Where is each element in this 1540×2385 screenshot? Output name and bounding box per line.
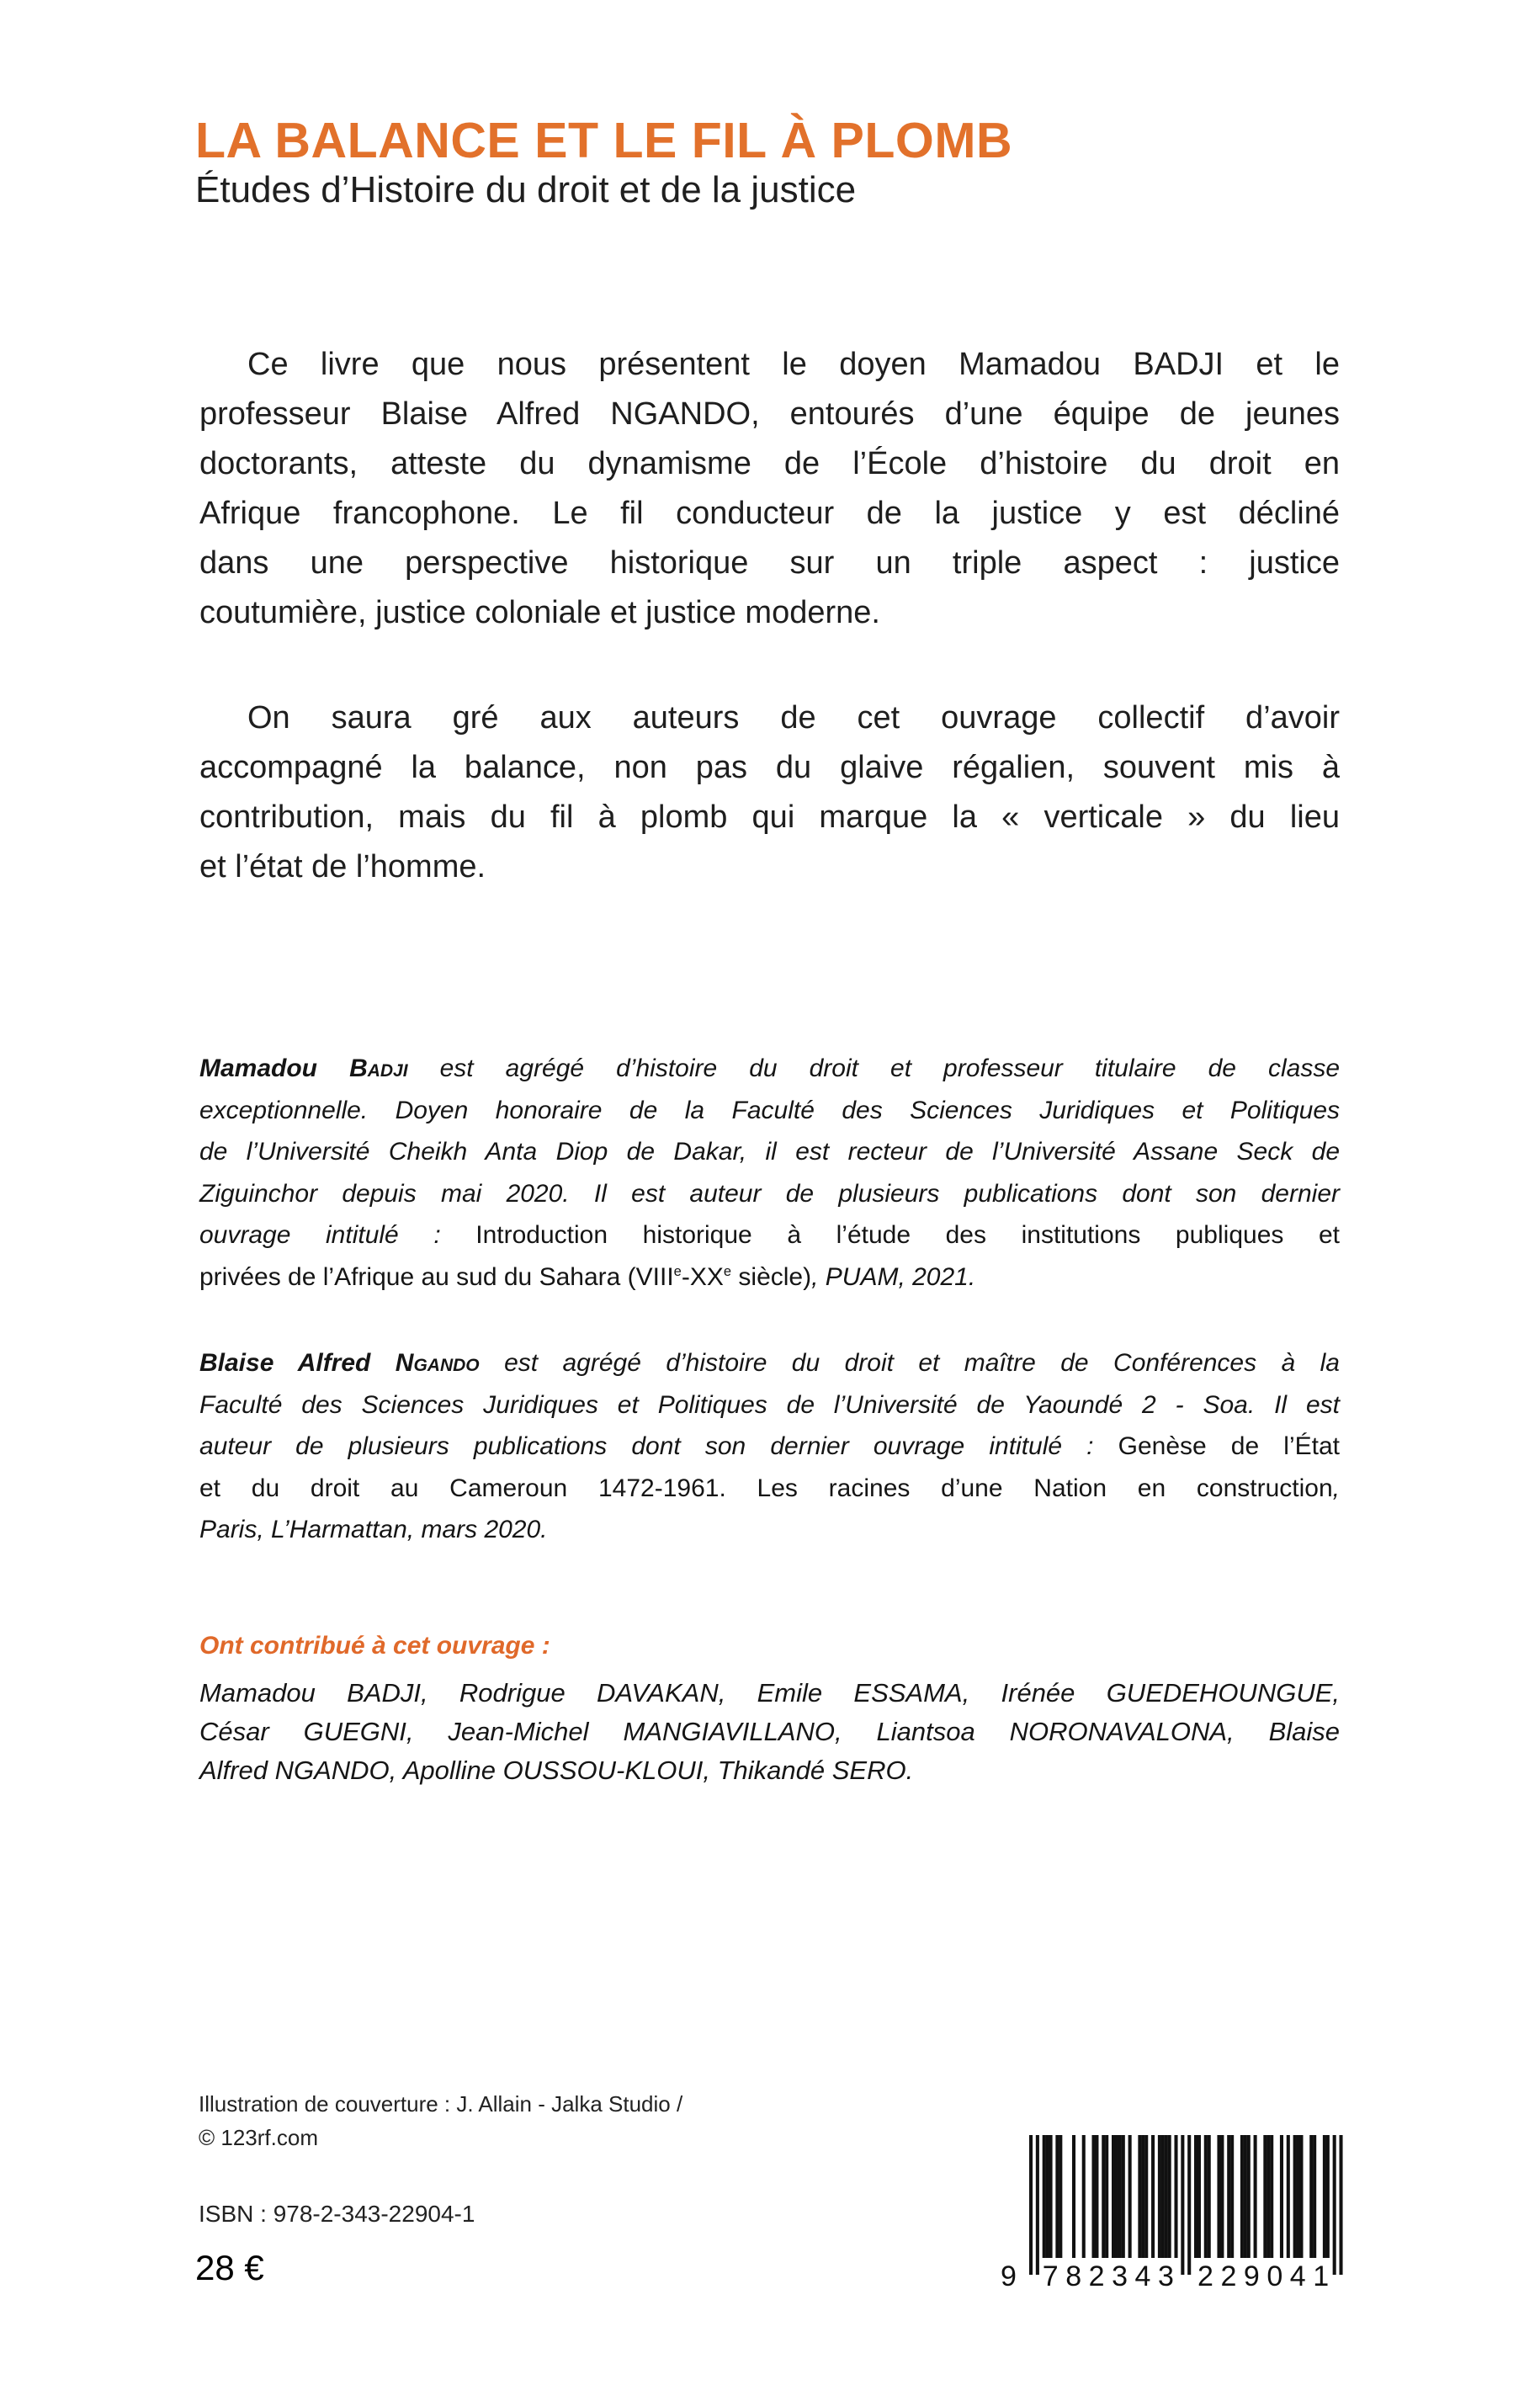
book-reference: privées de l’Afrique au sud du Sahara (VIII (199, 1262, 674, 1291)
text-line: doctorants, atteste du dynamisme de l’École d’histoire du droit en (199, 446, 1340, 481)
book-subtitle: Études d’Histoire du droit et de la justice (195, 169, 857, 210)
contributors-line: Mamadou BADJI, Rodrigue DAVAKAN, Emile ESSAMA, Irénée GUEDEHOUNGUE, (199, 1678, 1340, 1708)
svg-text:9: 9 (1001, 2260, 1017, 2292)
author-last-name: Ngando (395, 1349, 480, 1377)
author-bio-badji (199, 1048, 1340, 1298)
svg-text:4: 4 (1134, 2260, 1151, 2292)
isbn: ISBN : 978-2-343-22904-1 (199, 2201, 475, 2227)
svg-text:3: 3 (1112, 2260, 1128, 2292)
author-last-name: Badji (349, 1054, 408, 1082)
intro-paragraph-1 (199, 340, 1340, 638)
text-line: On saura gré aux auteurs de cet ouvrage collectif d’avoir (247, 700, 1340, 736)
publisher: , PUAM, 2021. (811, 1262, 976, 1291)
contributors-label: Ont contribué à cet ouvrage : (199, 1632, 550, 1660)
bio-text: Faculté des Sciences Juridiques et Politiques de l’Université de Yaoundé 2 - Soa. Il est (199, 1390, 1340, 1419)
superscript: e (673, 1263, 682, 1279)
cover-illustration-credit (199, 2087, 682, 2154)
copyright-line: © 123rf.com (199, 2125, 318, 2150)
intro-paragraph-2 (199, 693, 1340, 892)
svg-text:0: 0 (1267, 2260, 1283, 2292)
text-line: professeur Blaise Alfred NGANDO, entourés d’une équipe de jeunes (199, 396, 1340, 432)
svg-text:4: 4 (1289, 2260, 1306, 2292)
price: 28 € (195, 2248, 264, 2287)
svg-text:2: 2 (1220, 2260, 1237, 2292)
bio-text: de l’Université Cheikh Anta Diop de Dakar, il est recteur de l’Université Assane Seck de (199, 1138, 1340, 1166)
text-line: Afrique francophone. Le fil conducteur de la justice y est décliné (199, 496, 1340, 531)
book-reference: siècle) (731, 1262, 812, 1291)
superscript: e (723, 1263, 732, 1279)
bio-text: auteur de plusieurs publications dont son dernier ouvrage intitulé : (199, 1432, 1094, 1460)
punctuation: , (1332, 1474, 1340, 1502)
svg-text:8: 8 (1065, 2260, 1082, 2292)
svg-text:7: 7 (1042, 2260, 1059, 2292)
publisher: Paris, L’Harmattan, mars 2020. (199, 1516, 548, 1543)
svg-text:3: 3 (1157, 2260, 1174, 2292)
bio-text: est agrégé d’histoire du droit et professeur titulaire de classe (439, 1054, 1341, 1082)
bio-text: exceptionnelle. Doyen honoraire de la Faculté des Sciences Juridiques et Politiques (199, 1096, 1340, 1124)
credit-line: Illustration de couverture : J. Allain - Jalka Studio / (199, 2091, 683, 2117)
svg-text:1: 1 (1313, 2260, 1330, 2292)
author-first-name: Mamadou (199, 1054, 318, 1082)
text-line: et l’état de l’homme. (199, 849, 486, 884)
text-line: coutumière, justice coloniale et justice moderne. (199, 595, 880, 630)
bio-text: Ziguinchor depuis mai 2020. Il est auteur de plusieurs publications dont son dernier (199, 1179, 1340, 1208)
book-reference: -XX (681, 1262, 724, 1291)
book-title: LA BALANCE ET LE FIL À PLOMB (195, 113, 1013, 168)
text-line: dans une perspective historique sur un triple aspect : justice (199, 545, 1340, 581)
text-line: accompagné la balance, non pas du glaive régalien, souvent mis à (199, 750, 1340, 785)
text-line: contribution, mais du fil à plomb qui marque la « verticale » du lieu (199, 799, 1340, 835)
contributors-line: Alfred NGANDO, Apolline OUSSOU-KLOUI, Thikandé SERO. (199, 1756, 914, 1785)
book-reference: Introduction historique à l’étude des institutions publiques et (475, 1221, 1340, 1249)
svg-text:2: 2 (1088, 2260, 1105, 2292)
svg-text:9: 9 (1243, 2260, 1260, 2292)
contributors-line: César GUEGNI, Jean-Michel MANGIAVILLANO, Liantsoa NORONAVALONA, Blaise (199, 1717, 1340, 1746)
svg-text:2: 2 (1197, 2260, 1213, 2292)
author-bio-ngando (199, 1342, 1340, 1551)
bio-text: ouvrage intitulé : (199, 1221, 441, 1249)
bio-text: est agrégé d’histoire du droit et maître de Conférences à la (504, 1349, 1340, 1377)
book-reference: et du droit au Cameroun 1472-1961. Les racines d’une Nation en construction (199, 1474, 1333, 1502)
book-reference: Genèse de l’État (1118, 1432, 1340, 1460)
text-line: Ce livre que nous présentent le doyen Mamadou BADJI et le (247, 347, 1340, 382)
ean13-barcode (997, 2129, 1351, 2297)
contributors-list (199, 1674, 1340, 1790)
author-first-name: Blaise Alfred (199, 1349, 371, 1377)
